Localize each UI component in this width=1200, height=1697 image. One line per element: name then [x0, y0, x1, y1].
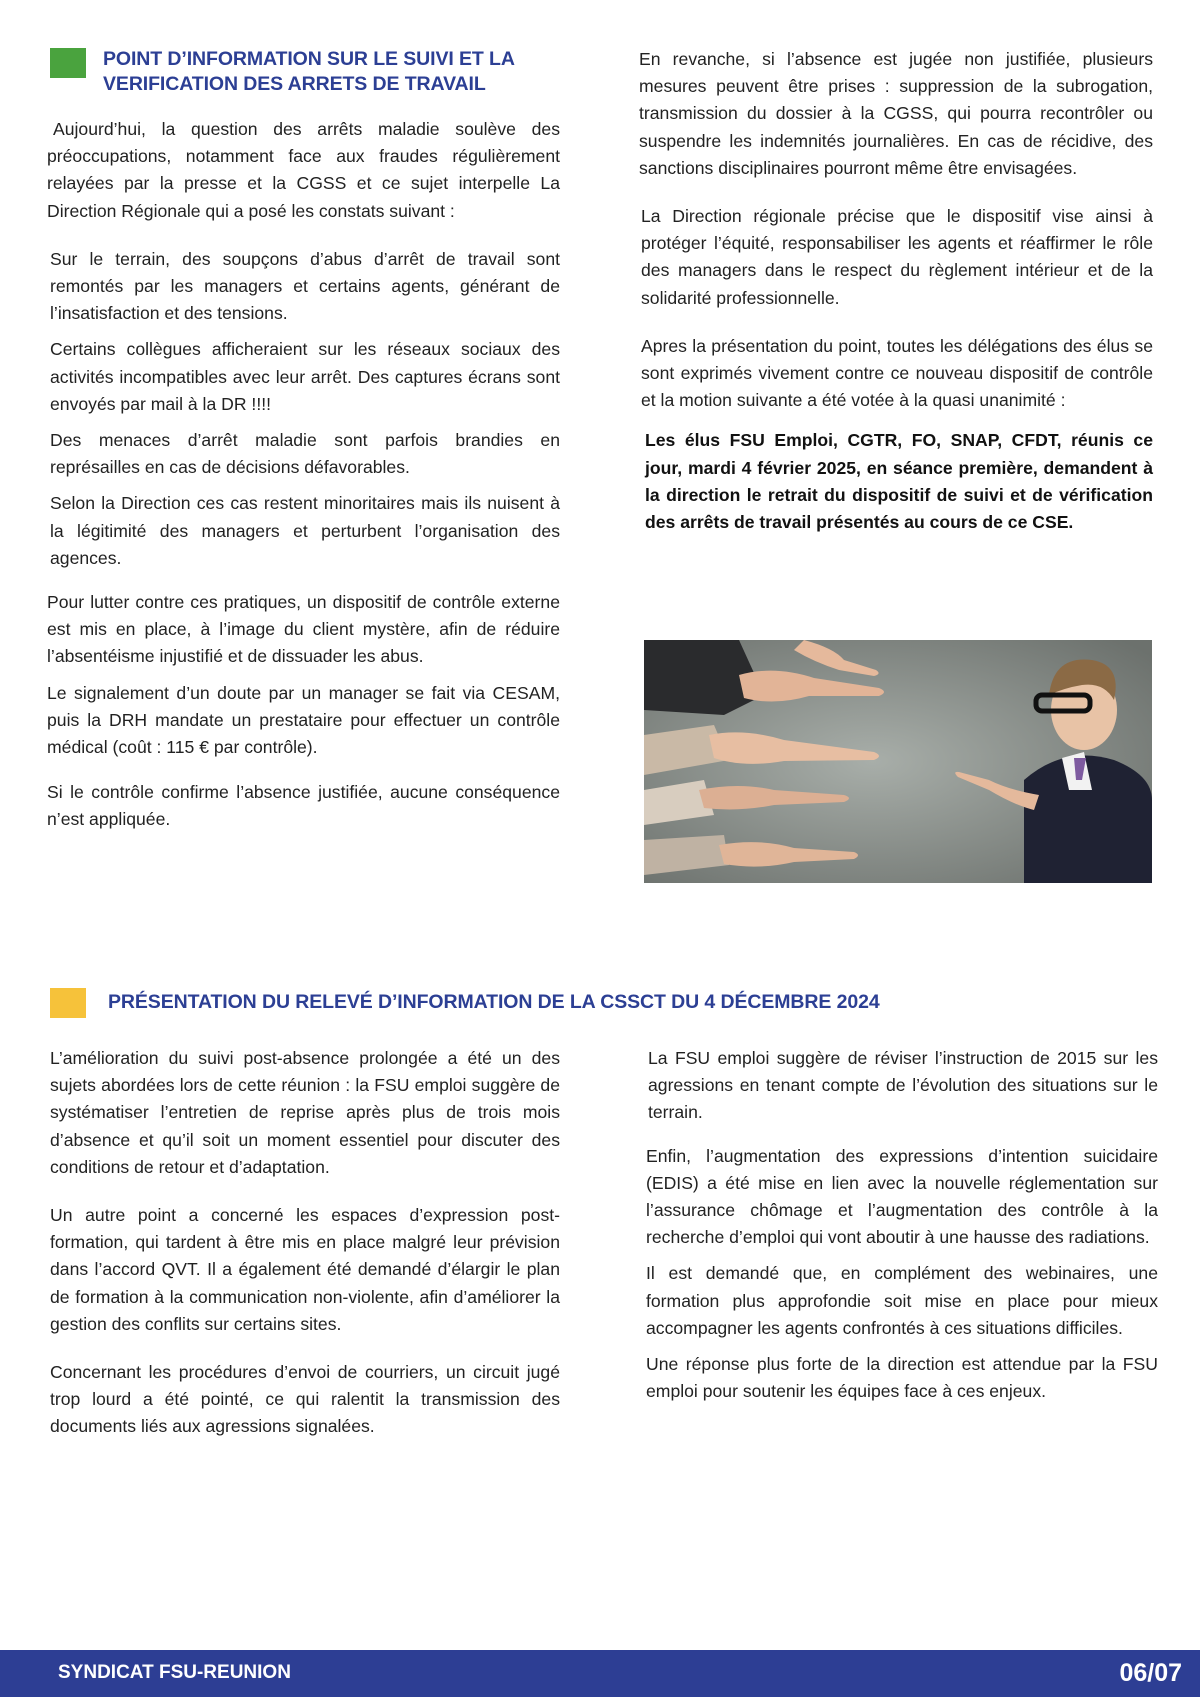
motion-text: Les élus FSU Emploi, CGTR, FO, SNAP, CFDT, réunis ce jour, mardi 4 février 2025, en séance première, demandent à la direction le retrait du dispositif de suivi et de vérification des arrêts de travail présentés au cours de ce CSE. — [645, 430, 1153, 533]
footer-organization: SYNDICAT FSU-REUNION — [58, 1662, 291, 1683]
page-number: 06/07 — [1119, 1659, 1182, 1687]
section1-paragraph: La Direction régionale précise que le dispositif vise ainsi à protéger l’équité, responsabiliser les agents et réaffirmer le rôle des managers dans le respect du règlement intérieur et de la solidarité professionnelle. — [641, 206, 1153, 308]
section1-paragraph: Aujourd’hui, la question des arrêts maladie soulève des préoccupations, notamment face aux fraudes régulièrement relayées par la presse et la CGSS et ce sujet interpelle La Direction Régionale qui a posé les constats suivant : — [47, 119, 560, 221]
section1-left-column — [47, 116, 560, 834]
section2-paragraph: Il est demandé que, en complément des webinaires, une formation plus approfondie soit mise en place pour mieux accompagner les agents confrontés à ces situations difficiles. — [646, 1263, 1158, 1338]
section2-title: PRÉSENTATION DU RELEVÉ D’INFORMATION DE LA CSSCT DU 4 DÉCEMBRE 2024 — [108, 991, 880, 1013]
section1-paragraph: Pour lutter contre ces pratiques, un dispositif de contrôle externe est mis en place, à l’image du client mystère, afin de réduire l’absentéisme injustifié et de dissuader les abus. — [47, 592, 560, 667]
page-footer — [0, 1650, 1200, 1697]
section1-paragraph: Apres la présentation du point, toutes les délégations des élus se sont exprimés vivement contre ce nouveau dispositif de contrôle et la motion suivante a été votée à la quasi unanimité : — [641, 335, 1153, 411]
section1-green-square-icon — [50, 48, 86, 78]
section1-title-line1: POINT D’INFORMATION SUR LE SUIVI ET LA — [103, 48, 515, 70]
section2-left-column — [50, 1045, 560, 1441]
section2-paragraph: Une réponse plus forte de la direction est attendue par la FSU emploi pour soutenir les équipes face à ces enjeux. — [646, 1354, 1158, 1402]
section1-paragraph: En revanche, si l’absence est jugée non justifiée, plusieurs mesures peuvent être prises : suppression de la subrogation, transmission du dossier à la CGSS, qui pourra recontrôler ou suspendre les indemnités journalières. En cas de récidive, des sanctions disciplinaires pourront même être envisagées. — [639, 49, 1153, 178]
section2-right-column — [646, 1045, 1158, 1405]
section2-paragraph: Enfin, l’augmentation des expressions d’intention suicidaire (EDIS) a été mise en lien avec la nouvelle réglementation sur l’assurance chômage et l’augmentation des contrôle à la recherche d’emploi qui vont aboutir à une hausse des radiations. — [646, 1145, 1158, 1248]
section2-yellow-square-icon — [50, 988, 86, 1018]
section2-paragraph: Concernant les procédures d’envoi de courriers, un circuit jugé trop lourd a été pointé, ce qui ralentit la transmission des documents liés aux agressions signalées. — [50, 1362, 560, 1437]
section2-paragraph: Un autre point a concerné les espaces d’expression post-formation, qui tardent à être mis en place malgré leur prévision dans l’accord QVT. Il a également été demandé d’élargir le plan de formation à la communication non-violente, afin d’améliorer la gestion des conflits sur certains sites. — [50, 1205, 560, 1334]
section1-right-column — [639, 46, 1153, 536]
section1-title — [103, 47, 603, 97]
section2-paragraph: L’amélioration du suivi post-absence prolongée a été un des sujets abordées lors de cette réunion : la FSU emploi suggère de systématiser l’entretien de reprise après plus de trois mois d’absence et qu’il soit un moment essentiel pour discuter des conditions de retour et d’adaptation. — [50, 1048, 560, 1177]
pointing-hands-illustration — [644, 640, 1152, 883]
section1-paragraph: Sur le terrain, des soupçons d’abus d’arrêt de travail sont remontés par les managers et certains agents, générant de l’insatisfaction et des tensions. — [50, 248, 560, 324]
section1-paragraph: Le signalement d’un doute par un manager se fait via CESAM, puis la DRH mandate un prestataire pour effectuer un contrôle médical (coût : 115 € par contrôle). — [47, 682, 560, 758]
section1-paragraph: Si le contrôle confirme l’absence justifiée, aucune conséquence n’est appliquée. — [47, 782, 560, 830]
section1-paragraph: Certains collègues afficheraient sur les réseaux sociaux des activités incompatibles avec leur arrêt. Des captures écrans sont envoyés par mail à la DR !!!! — [50, 339, 560, 414]
section1-title-line2: VERIFICATION DES ARRETS DE TRAVAIL — [103, 73, 486, 95]
section1-paragraph: Des menaces d’arrêt maladie sont parfois brandies en représailles en cas de décisions défavorables. — [50, 430, 560, 478]
section2-paragraph: La FSU emploi suggère de réviser l’instruction de 2015 sur les agressions en tenant compte de l’évolution des situations sur le terrain. — [648, 1048, 1158, 1123]
pointing-hands-photo — [644, 640, 1152, 883]
section1-paragraph: Selon la Direction ces cas restent minoritaires mais ils nuisent à la légitimité des managers et perturbent l’organisation des agences. — [50, 493, 560, 568]
